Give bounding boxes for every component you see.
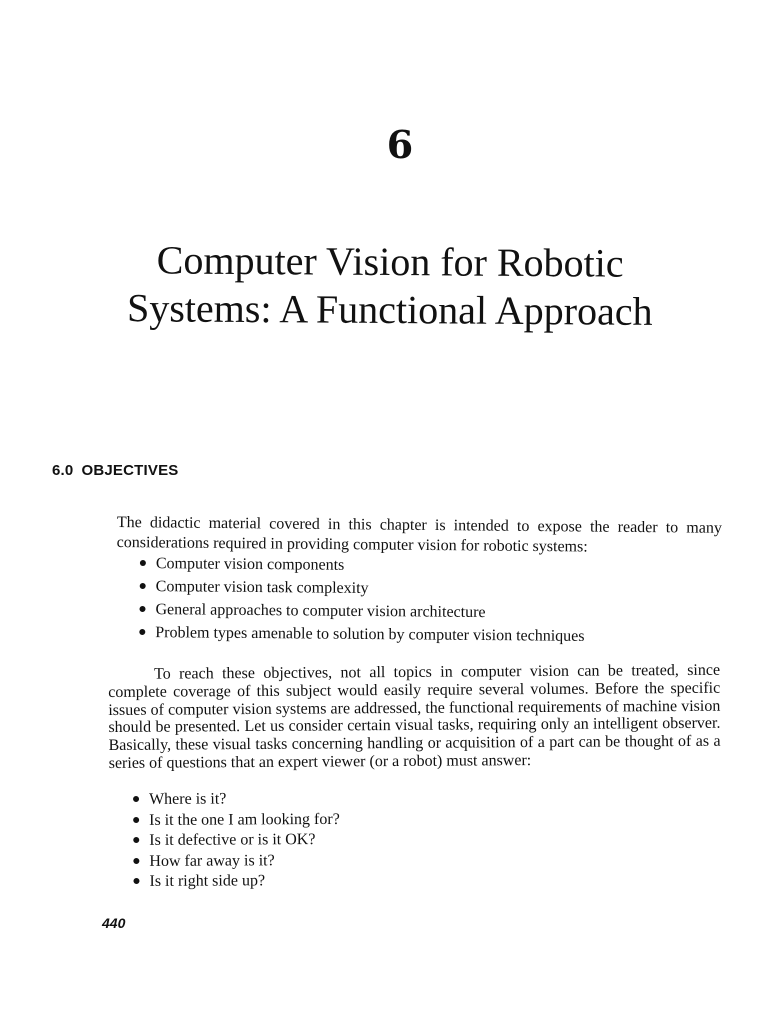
list-item-text: Is it defective or is it OK?: [149, 831, 316, 849]
section-title: OBJECTIVES: [81, 462, 179, 479]
list-item: [133, 871, 340, 893]
body-paragraph: [108, 662, 721, 773]
list-item: [133, 830, 340, 852]
list-item-text: Is it the one I am looking for?: [149, 810, 340, 829]
section-heading: [52, 462, 178, 479]
list-item-text: Computer vision components: [155, 555, 345, 574]
list-item: [133, 789, 340, 811]
list-item-text: How far away is it?: [149, 851, 275, 870]
bullet-icon: [133, 837, 139, 843]
list-item-text: General approaches to computer vision architecture: [155, 601, 486, 622]
chapter-title: [60, 236, 721, 337]
list-item: [133, 850, 340, 872]
list-item: [139, 621, 584, 648]
bullet-icon: [133, 817, 139, 823]
chapter-title-line-2: Systems: A Functional Approach: [126, 285, 653, 334]
chapter-number: 6: [386, 122, 414, 167]
bullet-icon: [140, 583, 146, 589]
list-item: [133, 809, 340, 831]
page-number: 440: [102, 915, 126, 931]
bullet-icon: [133, 878, 139, 884]
bullet-icon: [139, 629, 145, 635]
bullet-icon: [133, 796, 139, 802]
intro-paragraph: The didactic material covered in this chapter is intended to expose the reader to many considerations required in providing computer vision for robotic systems:: [116, 513, 722, 556]
list-item-text: Where is it?: [149, 790, 227, 808]
list-item-text: Computer vision task complexity: [155, 578, 369, 597]
questions-list: [133, 789, 340, 893]
bullet-icon: [133, 858, 139, 864]
bullet-icon: [140, 560, 146, 566]
bullet-icon: [139, 606, 145, 612]
list-item-text: Problem types amenable to solution by computer vision techniques: [155, 624, 585, 645]
body-paragraph-text: To reach these objectives, not all topics in computer vision can be treated, since complete coverage of this subject would easily require several volumes. Before the specific issues of computer vision systems are addressed, the functional requirements of machine vision should be presented. Let us consider certain visual tasks, requiring only an intelligent observer. Basically, these visual tasks concerning handling or acquisition of a part can be thought of as a series of questions that an expert viewer (or a robot) must answer:: [108, 661, 721, 772]
section-number: 6.0: [52, 462, 74, 479]
list-item-text: Is it right side up?: [149, 872, 266, 890]
chapter-title-line-1: Computer Vision for Robotic: [156, 237, 624, 286]
objectives-list: [139, 552, 585, 648]
